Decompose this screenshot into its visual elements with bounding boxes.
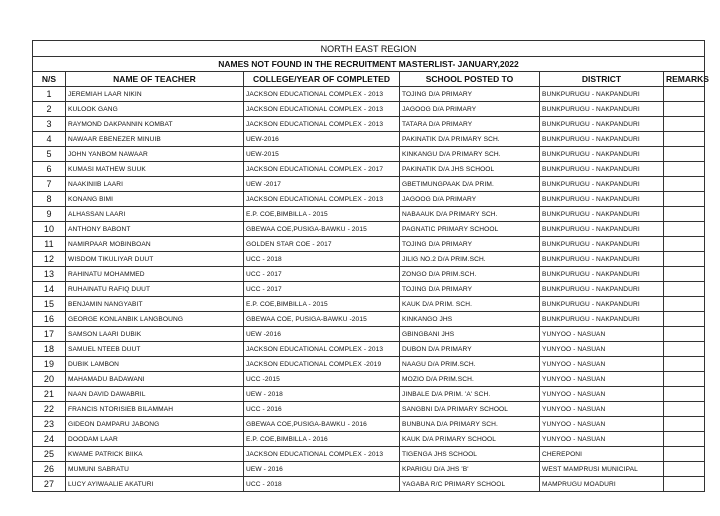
cell-remarks (664, 102, 705, 117)
table-row (33, 87, 705, 102)
cell-teacher-name: GEORGE KONLANBIK LANGBOUNG (66, 312, 244, 327)
cell-teacher-name: FRANCIS NTORISIEB BILAMMAH (66, 402, 244, 417)
table-row (33, 297, 705, 312)
cell-college: UEW - 2016 (244, 462, 400, 477)
table-row (33, 462, 705, 477)
table-row (33, 147, 705, 162)
cell-remarks (664, 252, 705, 267)
table-row (33, 162, 705, 177)
cell-college: UEW -2016 (244, 327, 400, 342)
cell-ns: 22 (33, 402, 66, 417)
cell-district: BUNKPURUGU - NAKPANDURI (540, 87, 664, 102)
table-row (33, 102, 705, 117)
cell-ns: 23 (33, 417, 66, 432)
cell-district: BUNKPURUGU - NAKPANDURI (540, 177, 664, 192)
cell-ns: 8 (33, 192, 66, 207)
cell-teacher-name: ANTHONY BABONT (66, 222, 244, 237)
table-row (33, 342, 705, 357)
cell-remarks (664, 297, 705, 312)
cell-district: YUNYOO - NASUAN (540, 372, 664, 387)
cell-district: BUNKPURUGU - NAKPANDURI (540, 237, 664, 252)
cell-district: BUNKPURUGU - NAKPANDURI (540, 192, 664, 207)
cell-school: KINKANGU D/A PRIMARY SCH. (400, 147, 540, 162)
region-title: NORTH EAST REGION (33, 41, 705, 57)
cell-ns: 5 (33, 147, 66, 162)
cell-college: UEW - 2018 (244, 387, 400, 402)
cell-college: E.P. COE,BIMBILLA - 2015 (244, 207, 400, 222)
cell-ns: 18 (33, 342, 66, 357)
cell-remarks (664, 282, 705, 297)
cell-school: ZONGO D/A PRIM.SCH. (400, 267, 540, 282)
cell-remarks (664, 342, 705, 357)
cell-college: JACKSON EDUCATIONAL COMPLEX - 2013 (244, 87, 400, 102)
cell-school: TATARA D/A PRIMARY (400, 117, 540, 132)
cell-teacher-name: KULOOK GANG (66, 102, 244, 117)
cell-teacher-name: SAMUEL NTEEB DUUT (66, 342, 244, 357)
cell-remarks (664, 417, 705, 432)
cell-remarks (664, 327, 705, 342)
cell-teacher-name: ALHASSAN LAARI (66, 207, 244, 222)
cell-school: TIGENGA JHS SCHOOL (400, 447, 540, 462)
cell-remarks (664, 462, 705, 477)
table-row (33, 432, 705, 447)
table-row (33, 192, 705, 207)
table-row (33, 417, 705, 432)
cell-district: BUNKPURUGU - NAKPANDURI (540, 222, 664, 237)
cell-remarks (664, 312, 705, 327)
cell-ns: 9 (33, 207, 66, 222)
cell-college: UCC - 2017 (244, 282, 400, 297)
cell-district: YUNYOO - NASUAN (540, 357, 664, 372)
cell-teacher-name: NAAN DAVID DAWABRIL (66, 387, 244, 402)
cell-teacher-name: JOHN YANBOM NAWAAR (66, 147, 244, 162)
cell-district: YUNYOO - NASUAN (540, 387, 664, 402)
cell-teacher-name: KUMASI MATHEW SUUK (66, 162, 244, 177)
header-row (33, 72, 705, 87)
table-row (33, 387, 705, 402)
cell-college: UEW-2015 (244, 147, 400, 162)
cell-teacher-name: DOODAM LAAR (66, 432, 244, 447)
cell-school: PAKINATIK D/A PRIMARY SCH. (400, 132, 540, 147)
cell-school: JAGOOG D/A PRIMARY (400, 102, 540, 117)
cell-ns: 1 (33, 87, 66, 102)
cell-college: JACKSON EDUCATIONAL COMPLEX - 2013 (244, 342, 400, 357)
cell-school: KPARIGU D/A JHS 'B' (400, 462, 540, 477)
cell-remarks (664, 222, 705, 237)
table-row (33, 312, 705, 327)
cell-district: YUNYOO - NASUAN (540, 432, 664, 447)
cell-college: E.P. COE,BIMBILLA - 2016 (244, 432, 400, 447)
cell-district: BUNKPURUGU - NAKPANDURI (540, 252, 664, 267)
cell-school: KINKANGO JHS (400, 312, 540, 327)
table-subtitle: NAMES NOT FOUND IN THE RECRUITMENT MASTERLIST- JANUARY,2022 (33, 57, 705, 72)
cell-school: DUBON D/A PRIMARY (400, 342, 540, 357)
cell-teacher-name: KONANG BIMI (66, 192, 244, 207)
cell-teacher-name: MUMUNI SABRATU (66, 462, 244, 477)
table-row (33, 117, 705, 132)
cell-district: BUNKPURUGU - NAKPANDURI (540, 162, 664, 177)
cell-ns: 11 (33, 237, 66, 252)
cell-ns: 6 (33, 162, 66, 177)
cell-district: BUNKPURUGU - NAKPANDURI (540, 297, 664, 312)
cell-ns: 12 (33, 252, 66, 267)
cell-ns: 15 (33, 297, 66, 312)
cell-remarks (664, 357, 705, 372)
cell-college: JACKSON EDUCATIONAL COMPLEX -2019 (244, 357, 400, 372)
cell-ns: 19 (33, 357, 66, 372)
cell-teacher-name: GIDEON DAMPARU JABONG (66, 417, 244, 432)
cell-remarks (664, 447, 705, 462)
cell-school: TOJING D/A PRIMARY (400, 87, 540, 102)
table-row (33, 237, 705, 252)
cell-district: YUNYOO - NASUAN (540, 342, 664, 357)
cell-ns: 27 (33, 477, 66, 492)
cell-college: JACKSON EDUCATIONAL COMPLEX - 2013 (244, 117, 400, 132)
cell-district: BUNKPURUGU - NAKPANDURI (540, 102, 664, 117)
cell-teacher-name: NAWAAR EBENEZER MINUIB (66, 132, 244, 147)
cell-ns: 24 (33, 432, 66, 447)
cell-teacher-name: KWAME PATRICK BIIKA (66, 447, 244, 462)
cell-ns: 16 (33, 312, 66, 327)
header-district: DISTRICT (540, 72, 664, 87)
cell-teacher-name: NAAKINIIB LAARI (66, 177, 244, 192)
header-school: SCHOOL POSTED TO (400, 72, 540, 87)
cell-school: KAUK D/A PRIMARY SCHOOL (400, 432, 540, 447)
table-row (33, 132, 705, 147)
cell-college: JACKSON EDUCATIONAL COMPLEX - 2017 (244, 162, 400, 177)
table-row (33, 207, 705, 222)
cell-school: JINBALE D/A PRIM. 'A' SCH. (400, 387, 540, 402)
cell-college: UCC - 2018 (244, 477, 400, 492)
cell-district: WEST MAMPRUSI MUNICIPAL (540, 462, 664, 477)
cell-school: PAGNATIC PRIMARY SCHOOL (400, 222, 540, 237)
cell-district: BUNKPURUGU - NAKPANDURI (540, 117, 664, 132)
table-row (33, 477, 705, 492)
cell-district: BUNKPURUGU - NAKPANDURI (540, 282, 664, 297)
cell-ns: 25 (33, 447, 66, 462)
cell-college: UEW-2016 (244, 132, 400, 147)
teacher-list-sheet (32, 40, 709, 492)
cell-college: GBEWAA COE,PUSIGA-BAWKU - 2016 (244, 417, 400, 432)
cell-school: GBETIMUNGPAAK D/A PRIM. (400, 177, 540, 192)
cell-ns: 2 (33, 102, 66, 117)
cell-district: YUNYOO - NASUAN (540, 402, 664, 417)
cell-ns: 20 (33, 372, 66, 387)
cell-district: MAMPRUGU MOADURI (540, 477, 664, 492)
cell-college: JACKSON EDUCATIONAL COMPLEX - 2013 (244, 192, 400, 207)
cell-remarks (664, 387, 705, 402)
cell-school: KAUK D/A PRIM. SCH. (400, 297, 540, 312)
cell-ns: 13 (33, 267, 66, 282)
cell-remarks (664, 87, 705, 102)
table-body (33, 87, 705, 492)
table-row (33, 447, 705, 462)
cell-school: JILIG NO.2 D/A PRIM.SCH. (400, 252, 540, 267)
cell-ns: 3 (33, 117, 66, 132)
cell-college: GBEWAA COE, PUSIGA-BAWKU -2015 (244, 312, 400, 327)
table-row (33, 222, 705, 237)
cell-remarks (664, 477, 705, 492)
cell-remarks (664, 132, 705, 147)
cell-college: UCC -2015 (244, 372, 400, 387)
cell-remarks (664, 372, 705, 387)
cell-college: UCC - 2017 (244, 267, 400, 282)
cell-teacher-name: DUBIK LAMBON (66, 357, 244, 372)
cell-college: JACKSON EDUCATIONAL COMPLEX - 2013 (244, 102, 400, 117)
cell-ns: 26 (33, 462, 66, 477)
teacher-table (32, 40, 709, 492)
cell-school: PAKINATIK D/A JHS SCHOOL (400, 162, 540, 177)
cell-college: JACKSON EDUCATIONAL COMPLEX - 2013 (244, 447, 400, 462)
cell-teacher-name: JEREMIAH LAAR NIKIN (66, 87, 244, 102)
cell-school: GBINGBANI JHS (400, 327, 540, 342)
cell-teacher-name: SAMSON LAARI DUBIK (66, 327, 244, 342)
cell-school: TOJING D/A PRIMARY (400, 237, 540, 252)
cell-district: BUNKPURUGU - NAKPANDURI (540, 147, 664, 162)
cell-district: CHEREPONI (540, 447, 664, 462)
cell-district: BUNKPURUGU - NAKPANDURI (540, 267, 664, 282)
cell-school: TOJING D/A PRIMARY (400, 282, 540, 297)
cell-district: BUNKPURUGU - NAKPANDURI (540, 207, 664, 222)
cell-teacher-name: BENJAMIN NANGYABIT (66, 297, 244, 312)
cell-teacher-name: RUHAINATU RAFIQ DUUT (66, 282, 244, 297)
cell-college: E.P. COE,BIMBILLA - 2015 (244, 297, 400, 312)
header-name: NAME OF TEACHER (66, 72, 244, 87)
cell-college: UCC - 2018 (244, 252, 400, 267)
cell-ns: 14 (33, 282, 66, 297)
cell-ns: 21 (33, 387, 66, 402)
cell-teacher-name: RAHINATU MOHAMMED (66, 267, 244, 282)
cell-teacher-name: NAMIRPAAR MOBINBOAN (66, 237, 244, 252)
cell-school: SANGBNI D/A PRIMARY SCHOOL (400, 402, 540, 417)
cell-remarks (664, 192, 705, 207)
table-row (33, 177, 705, 192)
table-row (33, 282, 705, 297)
cell-remarks (664, 237, 705, 252)
cell-school: JAGOOG D/A PRIMARY (400, 192, 540, 207)
cell-remarks (664, 162, 705, 177)
table-row (33, 267, 705, 282)
cell-school: BUNBUNA D/A PRIMARY SCH. (400, 417, 540, 432)
table-row (33, 402, 705, 417)
cell-teacher-name: RAYMOND DAKPANNIN KOMBAT (66, 117, 244, 132)
table-row (33, 357, 705, 372)
header-college: COLLEGE/YEAR OF COMPLETED (244, 72, 400, 87)
cell-school: NABAAUK D/A PRIMARY SCH. (400, 207, 540, 222)
cell-remarks (664, 117, 705, 132)
cell-remarks (664, 267, 705, 282)
cell-college: GBEWAA COE,PUSIGA-BAWKU - 2015 (244, 222, 400, 237)
cell-teacher-name: LUCY AYIWAALIE AKATURI (66, 477, 244, 492)
cell-district: YUNYOO - NASUAN (540, 417, 664, 432)
cell-remarks (664, 207, 705, 222)
cell-school: YAGABA R/C PRIMARY SCHOOL (400, 477, 540, 492)
cell-district: BUNKPURUGU - NAKPANDURI (540, 132, 664, 147)
header-ns: N/S (33, 72, 66, 87)
cell-college: UEW -2017 (244, 177, 400, 192)
cell-college: UCC - 2016 (244, 402, 400, 417)
cell-school: NAAGU D/A PRIM.SCH. (400, 357, 540, 372)
cell-ns: 10 (33, 222, 66, 237)
cell-remarks (664, 147, 705, 162)
cell-district: BUNKPURUGU - NAKPANDURI (540, 312, 664, 327)
cell-ns: 7 (33, 177, 66, 192)
header-remarks: REMARKS (664, 72, 705, 87)
cell-remarks (664, 177, 705, 192)
table-row (33, 252, 705, 267)
cell-district: YUNYOO - NASUAN (540, 327, 664, 342)
table-row (33, 372, 705, 387)
cell-remarks (664, 432, 705, 447)
cell-ns: 17 (33, 327, 66, 342)
cell-college: GOLDEN STAR COE - 2017 (244, 237, 400, 252)
cell-ns: 4 (33, 132, 66, 147)
cell-remarks (664, 402, 705, 417)
table-row (33, 327, 705, 342)
cell-school: MOZIO D/A PRIM.SCH. (400, 372, 540, 387)
cell-teacher-name: WISDOM TIKULIYAR DUUT (66, 252, 244, 267)
cell-teacher-name: MAHAMADU BADAWANI (66, 372, 244, 387)
